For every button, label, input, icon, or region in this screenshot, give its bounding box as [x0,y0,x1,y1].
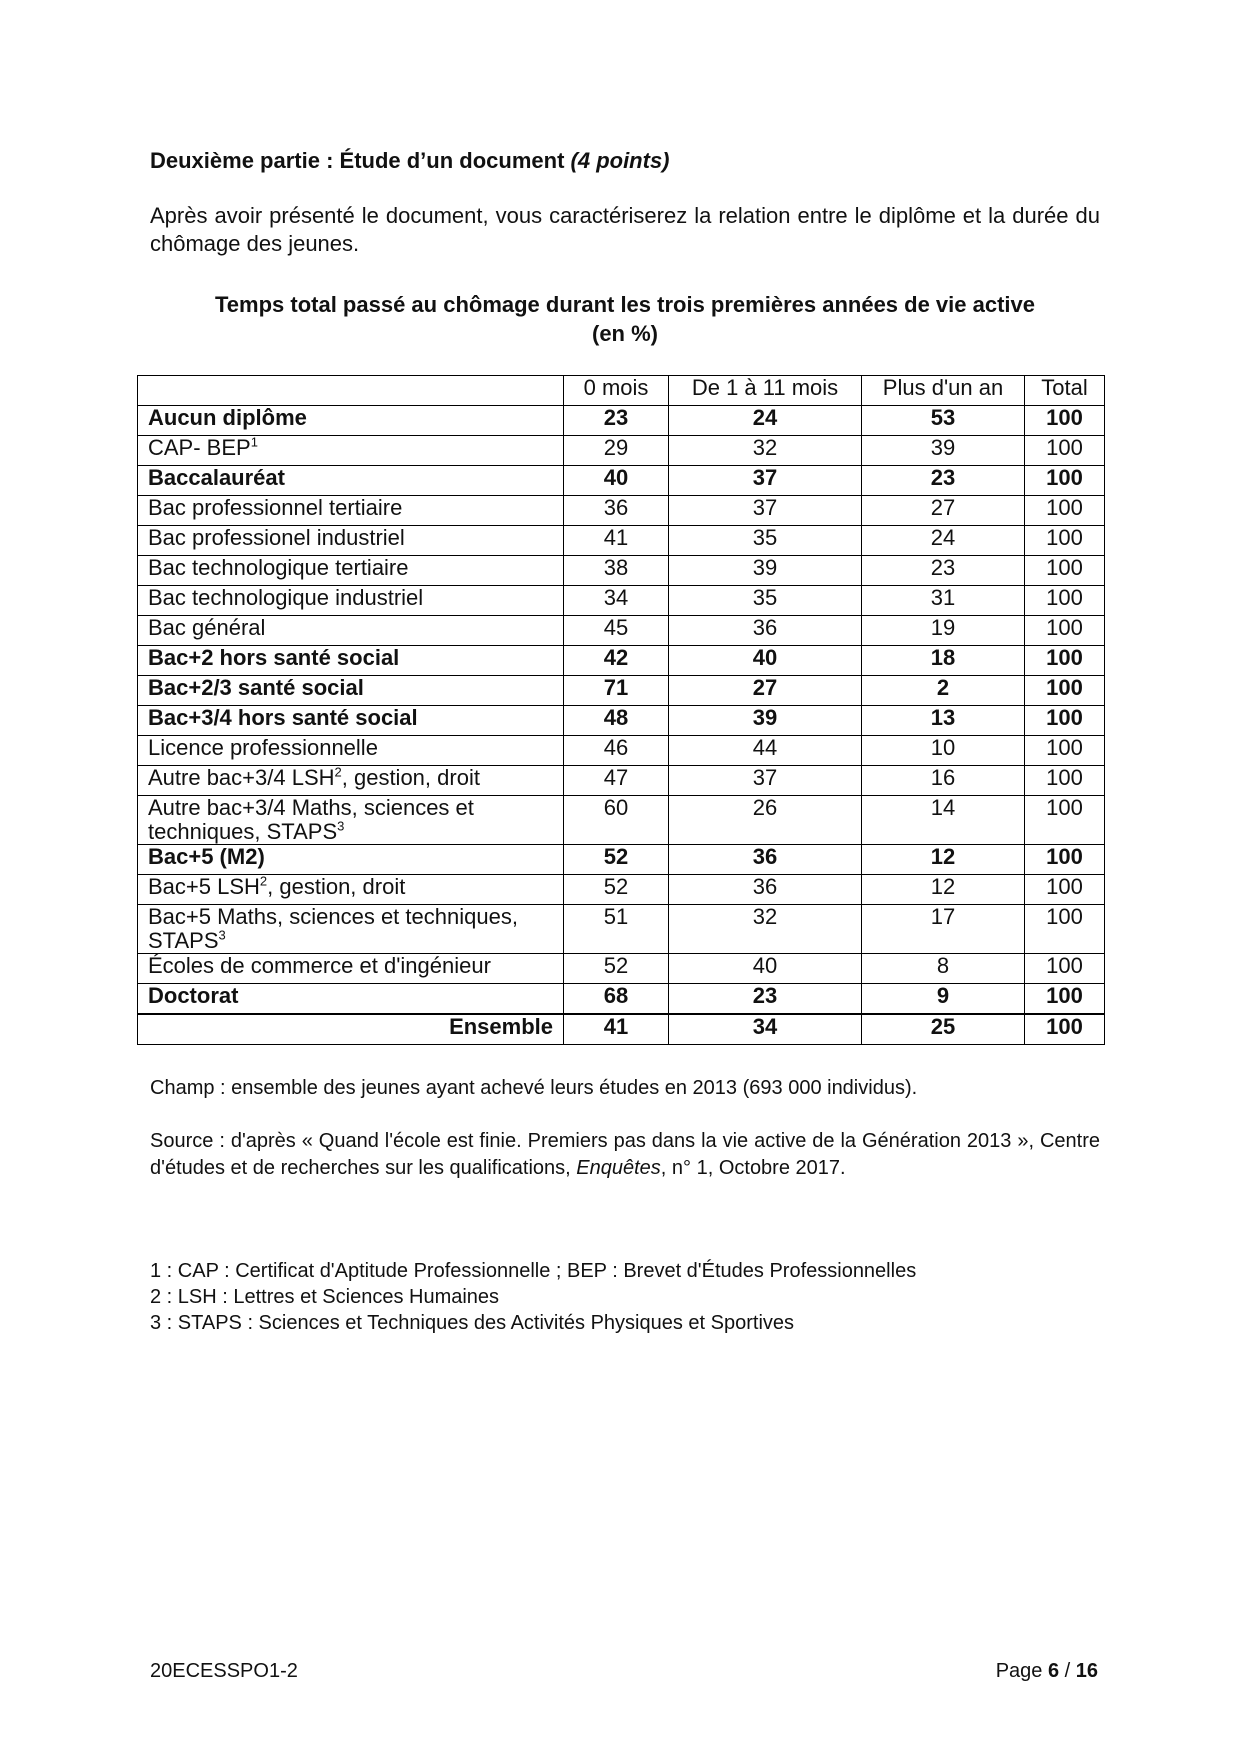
section-title-text: Deuxième partie : Étude d’un document [150,148,565,173]
row-label [138,796,564,845]
row-label [138,736,564,766]
value-cell: 39 [862,436,1025,466]
value-cell: 100 [1025,466,1105,496]
footnote-ref: 2 [259,873,268,889]
row-label [138,646,564,676]
value-cell: 36 [669,875,862,905]
value-cell: 68 [564,984,669,1015]
value-cell: 100 [1025,736,1105,766]
value-cell: 36 [564,496,669,526]
value-cell: 32 [669,436,862,466]
total-row [138,1014,1105,1045]
row-label [138,954,564,984]
footnote-ref: 1 [250,434,258,450]
page-current: 6 [1047,1660,1060,1682]
row-label [138,984,564,1015]
row-label [138,436,564,466]
value-cell: 100 [1025,436,1105,466]
value-cell: 100 [1025,496,1105,526]
row-label-text: Doctorat [148,983,239,1008]
table-row [138,845,1105,875]
value-cell: 52 [564,954,669,984]
value-cell: 34 [564,586,669,616]
header-cell: Total [1025,376,1105,406]
section-points: (4 points) [570,148,670,173]
exam-code: 20ECESSPO1-2 [150,1660,298,1682]
value-cell: 19 [862,616,1025,646]
value-cell: 60 [564,796,669,845]
row-label [138,706,564,736]
value-cell: 24 [669,406,862,436]
row-label-text: Bac+2/3 santé social [148,675,364,700]
row-label [138,586,564,616]
row-label [138,406,564,436]
value-cell: 100 [1025,845,1105,875]
header-cell: 0 mois [564,376,669,406]
value-cell: 100 [1025,406,1105,436]
source-note [150,1128,1100,1182]
data-table [137,375,1105,1045]
row-label-text: Bac+5 LSH [148,874,260,899]
footnote-ref: 3 [218,927,226,943]
row-label-text: Bac+2 hors santé social [148,645,400,670]
row-label-text-cont: , gestion, droit [341,765,480,790]
row-label [138,616,564,646]
value-cell: 48 [564,706,669,736]
row-label [138,766,564,796]
footnote-2: 2 : LSH : Lettres et Sciences Humaines [150,1286,500,1308]
row-label-text: Écoles de commerce et d'ingénieur [148,953,491,978]
section-title [150,148,670,174]
value-cell: 100 [1025,875,1105,905]
table-row [138,556,1105,586]
table-row [138,875,1105,905]
table-title [150,290,1100,348]
row-label-text: Bac professionel industriel [148,525,405,550]
row-label [138,905,564,954]
value-cell: 16 [862,766,1025,796]
total-value-cell: 41 [564,1014,669,1045]
source-italic: Enquêtes [576,1157,661,1179]
value-cell: 39 [669,556,862,586]
value-cell: 8 [862,954,1025,984]
total-value-cell: 100 [1025,1014,1105,1045]
value-cell: 53 [862,406,1025,436]
value-cell: 36 [669,616,862,646]
table-row [138,436,1105,466]
row-label [138,676,564,706]
value-cell: 51 [564,905,669,954]
value-cell: 100 [1025,556,1105,586]
row-label-text: Baccalauréat [148,465,285,490]
value-cell: 31 [862,586,1025,616]
footnote-3: 3 : STAPS : Sciences et Techniques des Activités Physiques et Sportives [150,1312,795,1334]
value-cell: 39 [669,706,862,736]
table-row [138,526,1105,556]
table-row [138,984,1105,1015]
value-cell: 100 [1025,706,1105,736]
source-text: Source : d'après « Quand l'école est finie. Premiers pas dans la vie active de la Génération 2013 », Centre d'études et de recherches sur les qualifications, [150,1130,1100,1179]
value-cell: 18 [862,646,1025,676]
value-cell: 37 [669,466,862,496]
value-cell: 23 [862,466,1025,496]
table-row [138,905,1105,954]
table-row [138,406,1105,436]
table-row [138,796,1105,845]
value-cell: 2 [862,676,1025,706]
value-cell: 100 [1025,766,1105,796]
header-cell: Plus d'un an [862,376,1025,406]
table-header-row [138,376,1105,406]
value-cell: 17 [862,905,1025,954]
row-label [138,845,564,875]
total-value-cell: 25 [862,1014,1025,1045]
value-cell: 13 [862,706,1025,736]
champ-note: Champ : ensemble des jeunes ayant achevé leurs études en 2013 (693 000 individus). [150,1077,918,1099]
row-label [138,496,564,526]
row-label-text: CAP- BEP [148,435,251,460]
value-cell: 14 [862,796,1025,845]
table-title-line1: Temps total passé au chômage durant les trois premières années de vie active [214,292,1036,317]
value-cell: 40 [564,466,669,496]
value-cell: 100 [1025,905,1105,954]
row-label [138,526,564,556]
value-cell: 100 [1025,646,1105,676]
value-cell: 42 [564,646,669,676]
total-label: Ensemble [138,1014,564,1045]
value-cell: 12 [862,845,1025,875]
table-row [138,466,1105,496]
table-row [138,616,1105,646]
row-label [138,875,564,905]
page-prefix: Page [995,1660,1048,1682]
value-cell: 23 [564,406,669,436]
value-cell: 47 [564,766,669,796]
row-label-text: Bac+3/4 hors santé social [148,705,418,730]
row-label-text-cont: , gestion, droit [267,874,406,899]
table-row [138,766,1105,796]
value-cell: 35 [669,526,862,556]
row-label-text: Bac+5 (M2) [148,844,265,869]
total-value-cell: 34 [669,1014,862,1045]
row-label [138,556,564,586]
value-cell: 100 [1025,616,1105,646]
value-cell: 26 [669,796,862,845]
value-cell: 36 [669,845,862,875]
page-number [996,1660,1098,1683]
page-sep: / [1059,1660,1076,1682]
table-title-line2: (en %) [592,321,658,346]
row-label [138,466,564,496]
value-cell: 27 [669,676,862,706]
value-cell: 12 [862,875,1025,905]
row-label-text: Autre bac+3/4 Maths, sciences et techniques, STAPS [148,795,474,844]
value-cell: 100 [1025,954,1105,984]
value-cell: 41 [564,526,669,556]
page-total: 16 [1075,1660,1098,1682]
header-cell [138,376,564,406]
table-row [138,736,1105,766]
value-cell: 100 [1025,526,1105,556]
footnote-1: 1 : CAP : Certificat d'Aptitude Professionnelle ; BEP : Brevet d'Études Professionnelles [150,1260,917,1282]
value-cell: 100 [1025,676,1105,706]
value-cell: 37 [669,496,862,526]
table-row [138,586,1105,616]
table-row [138,646,1105,676]
table-row [138,954,1105,984]
value-cell: 32 [669,905,862,954]
value-cell: 40 [669,646,862,676]
value-cell: 29 [564,436,669,466]
table-row [138,676,1105,706]
row-label-text: Autre bac+3/4 LSH [148,765,335,790]
value-cell: 9 [862,984,1025,1015]
source-text-end: , n° 1, Octobre 2017. [660,1157,846,1179]
value-cell: 71 [564,676,669,706]
value-cell: 23 [669,984,862,1015]
value-cell: 24 [862,526,1025,556]
value-cell: 52 [564,875,669,905]
value-cell: 100 [1025,984,1105,1015]
value-cell: 44 [669,736,862,766]
value-cell: 35 [669,586,862,616]
value-cell: 38 [564,556,669,586]
value-cell: 40 [669,954,862,984]
row-label-text: Licence professionnelle [148,735,378,760]
row-label-text: Bac général [148,615,266,640]
row-label-text: Aucun diplôme [148,405,307,430]
table-body [138,376,1105,1045]
header-cell: De 1 à 11 mois [669,376,862,406]
row-label-text: Bac technologique industriel [148,585,424,610]
value-cell: 100 [1025,586,1105,616]
value-cell: 52 [564,845,669,875]
row-label-text: Bac technologique tertiaire [148,555,409,580]
value-cell: 46 [564,736,669,766]
footnote-ref: 2 [334,764,342,780]
table-row [138,706,1105,736]
value-cell: 100 [1025,796,1105,845]
value-cell: 37 [669,766,862,796]
value-cell: 10 [862,736,1025,766]
row-label-text: Bac professionnel tertiaire [148,495,403,520]
instruction-text: Après avoir présenté le document, vous caractériserez la relation entre le diplôme et la durée du chômage des jeunes. [150,203,1100,256]
footnote-ref: 3 [337,818,345,834]
value-cell: 23 [862,556,1025,586]
value-cell: 27 [862,496,1025,526]
table-row [138,496,1105,526]
row-label-text: Bac+5 Maths, sciences et techniques, STAPS [148,904,518,953]
value-cell: 45 [564,616,669,646]
